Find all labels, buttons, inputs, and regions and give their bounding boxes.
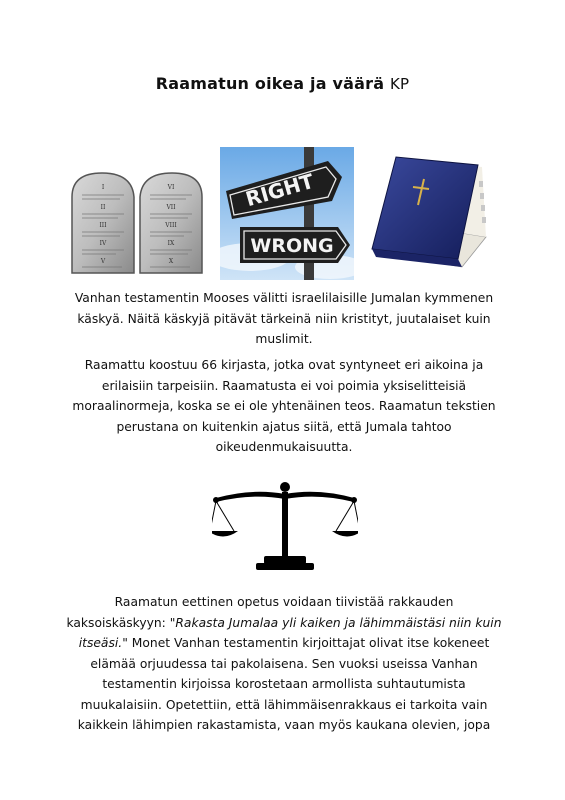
- paragraph-text: Monet Vanhan testamentin kirjoittajat olivat itse kokeneet elämää orjuudessa tai pakolaisena. Sen vuoksi useissa Vanhan testamentin kirjoissa korostetaan armollista suhtautumista muukalaisiin. Opetettiin, että lähimmäisenrakkaus ei tarkoita vain kaikkein lähimpien rakastamista, vaan myös kaukana olevien, jopa: [77, 636, 491, 732]
- tablet-numeral: IX: [167, 240, 175, 247]
- image-row: [0, 147, 565, 282]
- stone-tablets-image: [68, 169, 208, 275]
- tablet-numeral: VI: [167, 184, 175, 191]
- tablet-numeral: III: [99, 222, 107, 229]
- tablet-numeral: IV: [99, 240, 107, 247]
- right-wrong-sign-image: [220, 147, 354, 280]
- tablet-numeral: VII: [166, 204, 176, 211]
- sign-wrong-label: WRONG: [250, 235, 334, 257]
- tablet-numeral: II: [100, 204, 106, 211]
- scales-of-justice-image: [212, 476, 358, 572]
- paragraph-love-commandment: [64, 592, 504, 736]
- title-main: Raamatun oikea ja väärä: [155, 74, 385, 93]
- tablet-numeral: X: [168, 258, 174, 265]
- page-title: [0, 74, 565, 93]
- paragraph-text: Raamatun eettinen opetus voidaan tiivistää rakkauden kaksoiskäskyyn:: [66, 595, 454, 630]
- tablet-numeral: V: [100, 258, 106, 265]
- bible-image: [366, 153, 492, 273]
- tablet-numeral: I: [101, 184, 105, 191]
- love-commandment-quote: "Rakasta Jumalaa yli kaiken ja lähimmäistäsi niin kuin itseäsi.": [78, 615, 502, 650]
- sign-right-label: RIGHT: [242, 168, 317, 212]
- paragraph-ten-commandments: Vanhan testamentin Mooses välitti israelilaisille Jumalan kymmenen käskyä. Näitä käskyjä pitävät tärkeinä niin kristityt, juutalaiset kuin muslimit.: [74, 291, 494, 346]
- tablet-numeral: VIII: [165, 222, 177, 229]
- title-suffix: KP: [389, 75, 410, 93]
- paragraph-bible-books: Raamattu koostuu 66 kirjasta, jotka ovat syntyneet eri aikoina ja erilaisiin tarpeisiin. Raamatusta ei voi poimia yksiselitteisiä moraalinormeja, koska se ei ole yhtenäinen teos. Raamatun tekstien perustana on kuitenkin ajatus siitä, että Jumala tahtoo oikeudenmukaisuutta.: [72, 358, 496, 454]
